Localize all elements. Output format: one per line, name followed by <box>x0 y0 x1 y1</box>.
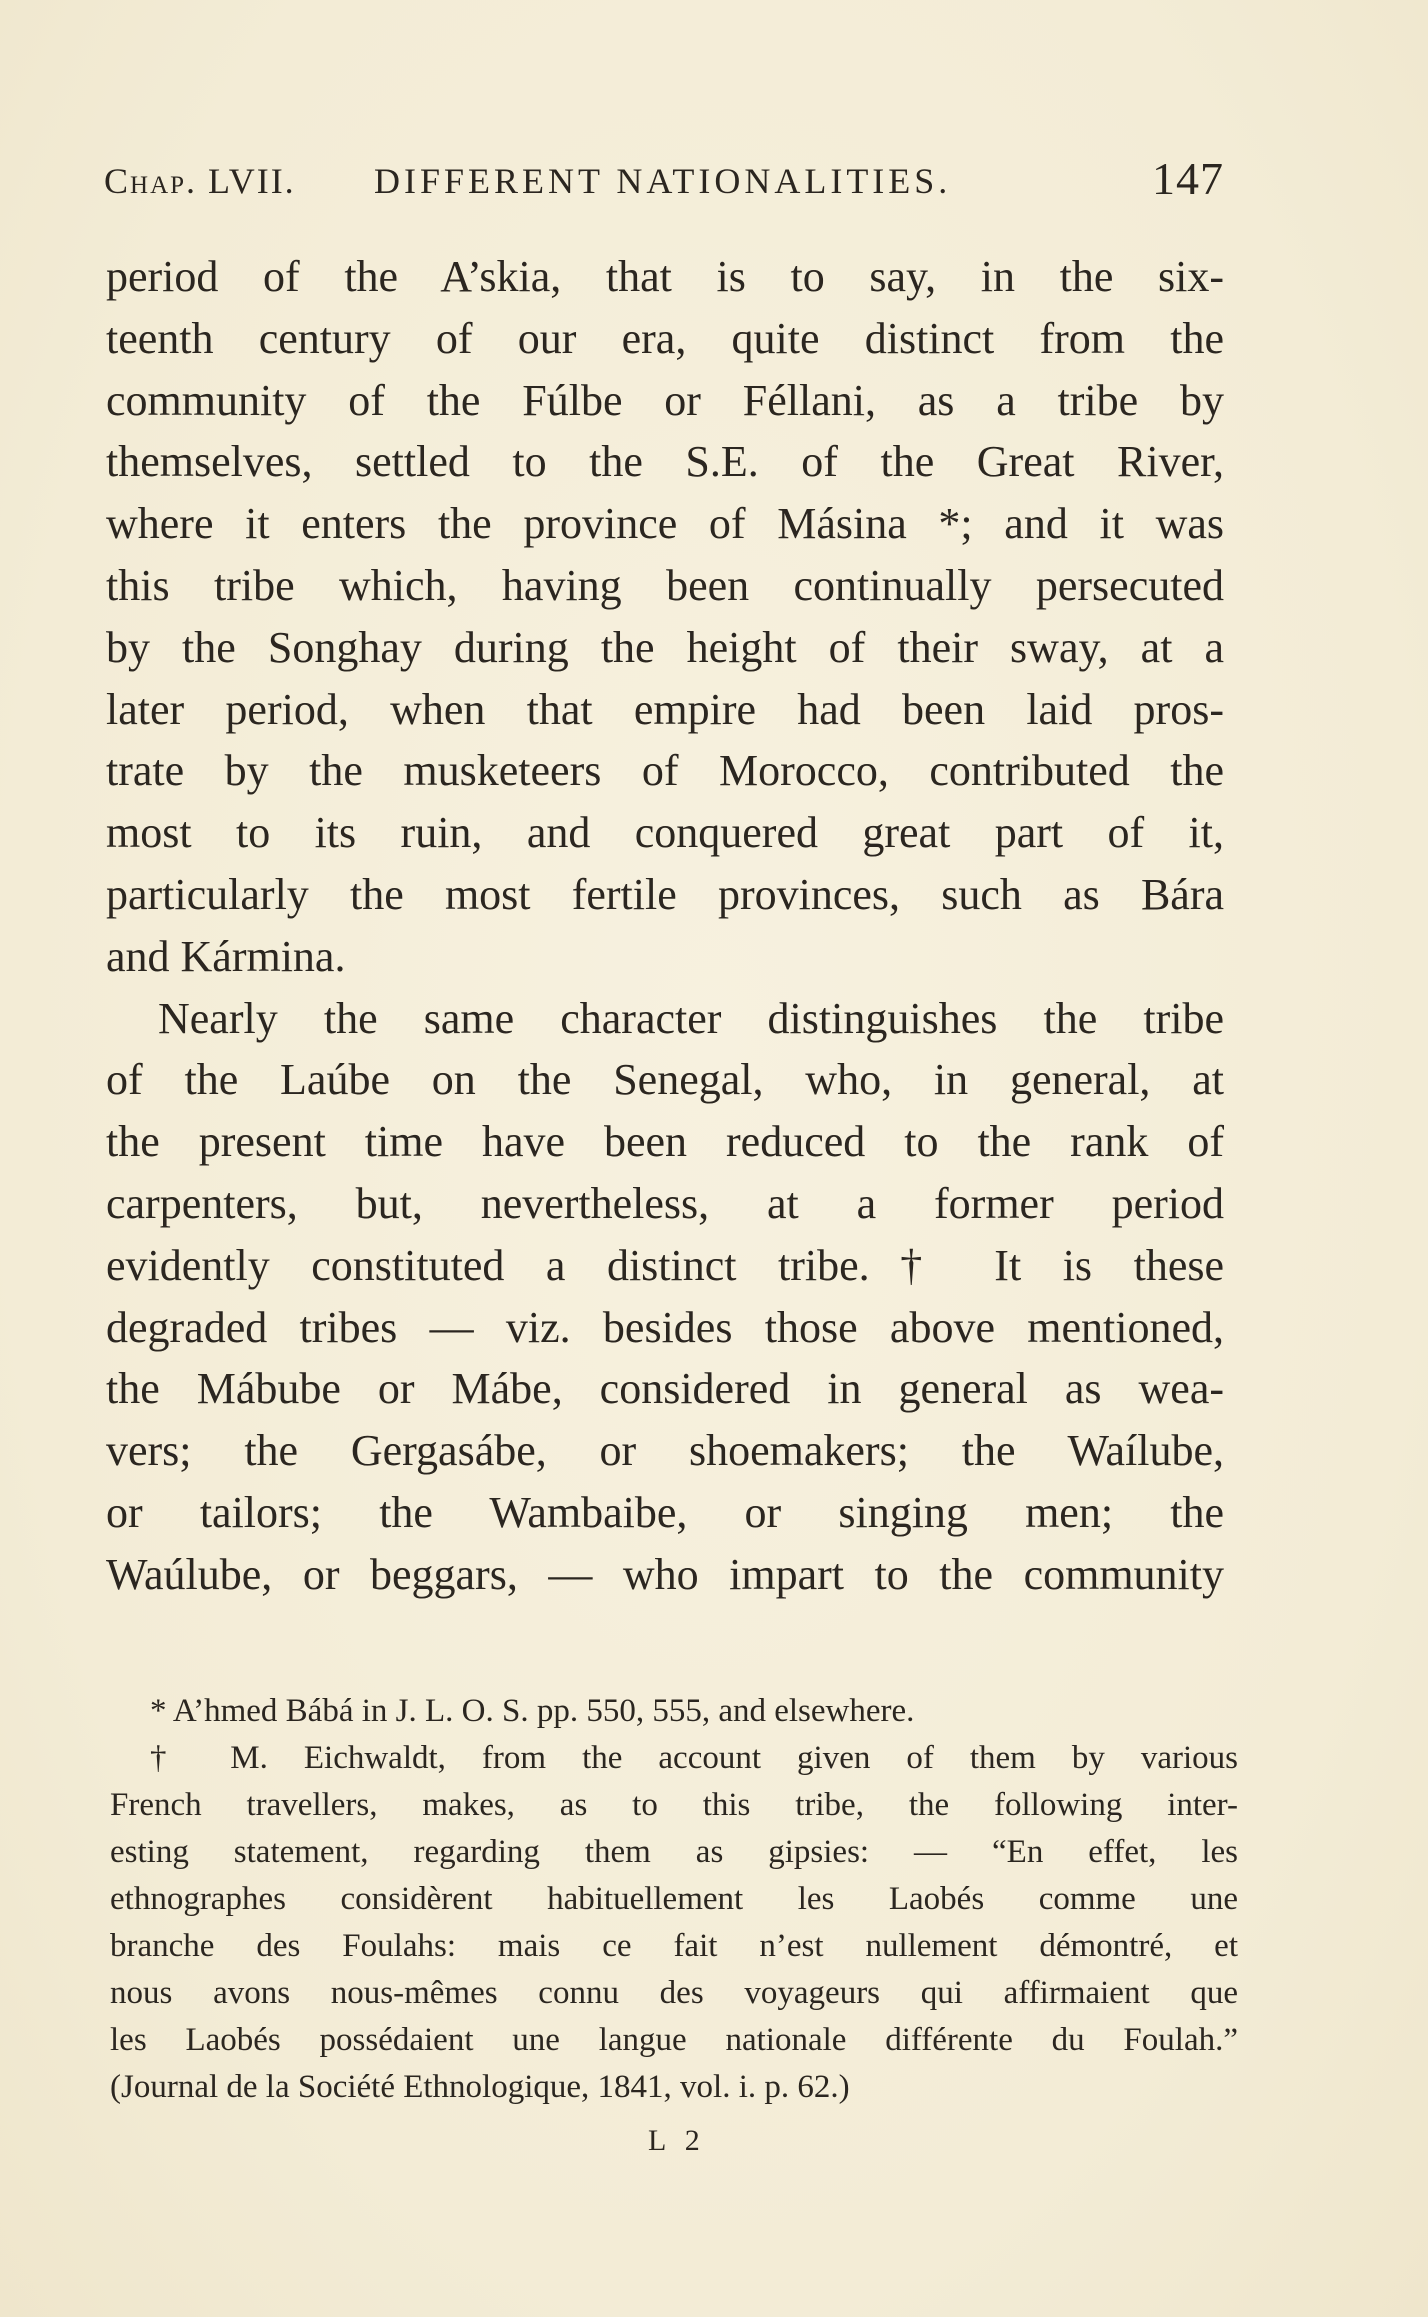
text-line: this tribe which, having been continually persecuted <box>106 560 1224 610</box>
paragraph-1 <box>106 246 1224 988</box>
paragraph-2 <box>106 988 1224 1606</box>
text-line: most to its ruin, and conquered great part of it, <box>106 808 1224 858</box>
page-number: 147 <box>1152 153 1224 204</box>
text-line: the Mábube or Mábe, considered in general as wea- <box>106 1364 1224 1414</box>
text-line: vers; the Gergasábe, or shoemakers; the Waílube, <box>106 1426 1224 1476</box>
main-text <box>106 246 1224 1606</box>
text-line: Waúlube, or beggars, — who impart to the community <box>106 1549 1224 1599</box>
text-line: evidently constituted a distinct tribe.† It is these <box>106 1240 1224 1290</box>
text-line: period of the A’skia, that is to say, in the six- <box>106 252 1224 301</box>
running-title: DIFFERENT NATIONALITIES. <box>374 161 952 201</box>
footnote-line: French travellers, makes, as to this tribe, the following inter- <box>110 1787 1238 1823</box>
text-line: Nearly the same character distinguishes the tribe <box>158 993 1224 1043</box>
footnote-line: nous avons nous-mêmes connu des voyageurs qui affirmaient que <box>110 1975 1238 2011</box>
text-line: degraded tribes — viz. besides those above mentioned, <box>106 1302 1224 1352</box>
signature-mark: L 2 <box>648 2124 706 2157</box>
text-line: or tailors; the Wambaibe, or singing men; the <box>106 1487 1224 1537</box>
text-line: and Kármina. <box>106 931 346 981</box>
footnote-line: (Journal de la Société Ethnologique, 1841, vol. i. p. 62.) <box>110 2069 850 2105</box>
text-line: particularly the most fertile provinces, such as Bára <box>106 869 1224 919</box>
footnote-line: esting statement, regarding them as gipsies: — “En effet, les <box>110 1834 1238 1870</box>
running-header <box>104 150 1224 210</box>
footnote-1 <box>110 1688 1238 1735</box>
text-line: community of the Fúlbe or Féllani, as a tribe by <box>106 375 1224 425</box>
text-line: where it enters the province of Másina *; and it was <box>106 499 1224 549</box>
footnote-line: branche des Foulahs: mais ce fait n’est nullement démontré, et <box>110 1928 1238 1964</box>
text-line: themselves, settled to the S.E. of the Great River, <box>106 437 1224 487</box>
text-line: later period, when that empire had been laid pros- <box>106 684 1224 734</box>
text-line: trate by the musketeers of Morocco, contributed the <box>106 746 1224 796</box>
footnote-2 <box>110 1735 1238 2111</box>
text-line: by the Songhay during the height of their sway, at a <box>106 622 1224 672</box>
chapter-label: Chap. LVII. <box>104 161 296 201</box>
footnote-line: les Laobés possédaient une langue nationale différente du Foulah.” <box>110 2022 1238 2058</box>
text-line: carpenters, but, nevertheless, at a former period <box>106 1178 1224 1228</box>
footnote-line: † M. Eichwaldt, from the account given of them by various <box>150 1740 1238 1776</box>
text-line: of the Laúbe on the Senegal, who, in general, at <box>106 1055 1224 1105</box>
footnote-line: * A’hmed Bábá in J. L. O. S. pp. 550, 555, and elsewhere. <box>150 1693 915 1729</box>
text-line: the present time have been reduced to the rank of <box>106 1117 1224 1167</box>
footnote-line: ethnographes considèrent habituellement les Laobés comme une <box>110 1881 1238 1917</box>
footnotes <box>110 1688 1238 2111</box>
text-line: teenth century of our era, quite distinct from the <box>106 313 1224 363</box>
